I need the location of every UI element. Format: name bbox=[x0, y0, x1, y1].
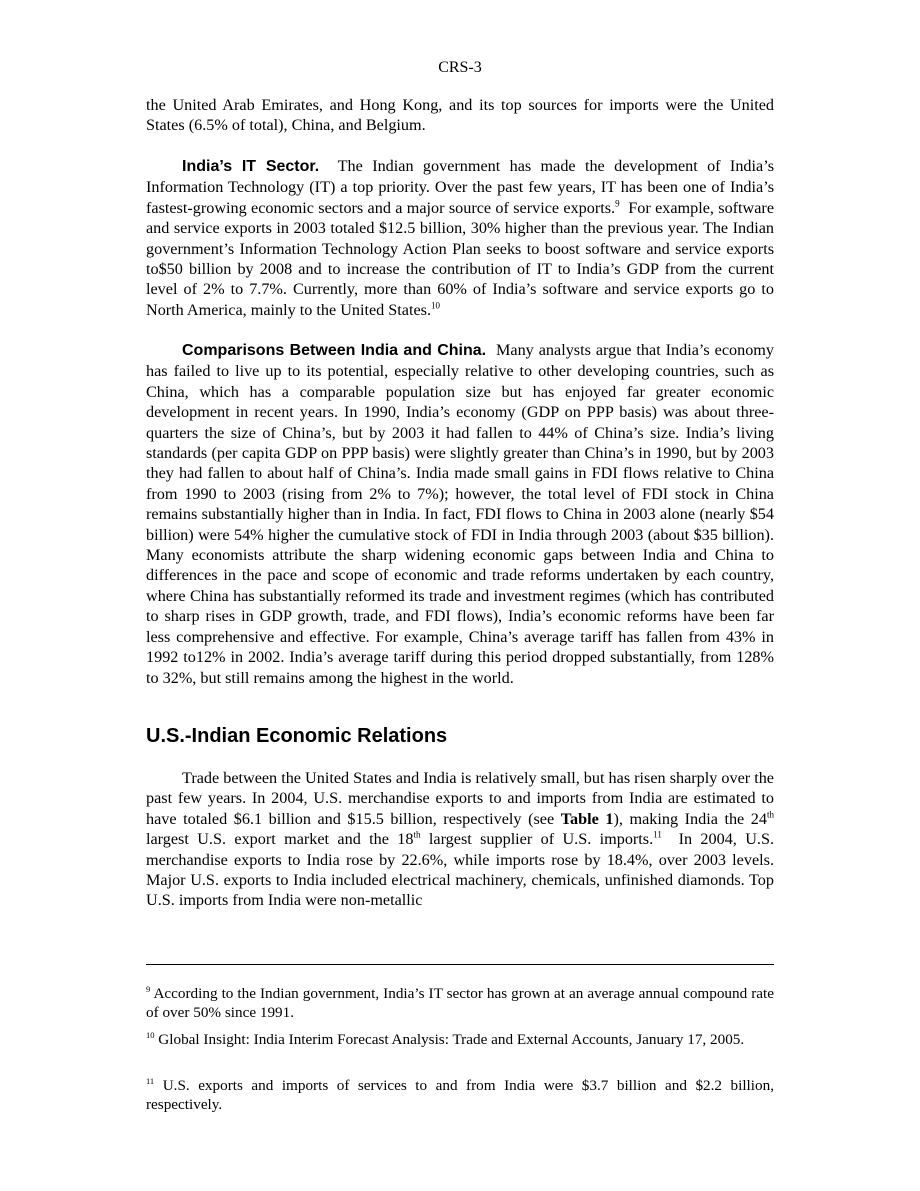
footnote-11 bbox=[146, 1076, 774, 1114]
ordinal-suffix: th bbox=[413, 829, 421, 840]
trade-text-4: largest supplier of U.S. imports. bbox=[420, 830, 654, 849]
footnote-text: According to the Indian government, India’s IT sector has grown at an average annual compound rate of over 50% since 1991. bbox=[146, 985, 774, 1021]
footnote-10 bbox=[146, 1030, 774, 1049]
trade-paragraph bbox=[146, 768, 774, 911]
it-sector-paragraph bbox=[146, 156, 774, 320]
ordinal-suffix: th bbox=[766, 809, 774, 820]
footnote-number: 10 bbox=[146, 1029, 155, 1040]
it-sector-text-1: The Indian government has made the development of India’s Information Technology (IT) a top priority. Over the past few years, IT has been one of India’s fastest-growing economic sectors and a major source of service exports. bbox=[146, 157, 774, 217]
footnote-number: 11 bbox=[146, 1075, 155, 1086]
comparisons-text: Many analysts argue that India’s economy has failed to live up to its potential, especially relative to other developing countries, such as China, which has a comparable population size but has enjoyed far greater economic development in recent years. In 1990, India’s economy (GDP on PPP basis) was about three-quarters the size of China’s, but by 2003 it had fallen to 44% of China’s size. India’s living standards (per capita GDP on PPP basis) were slightly greater than China’s in 1990, but by 2003 they had fallen to about half of China’s. India made small gains in FDI flows relative to China from 1990 to 2003 (rising from 2% to 7%); however, the total level of FDI stock in China remains substantially higher than in India. In fact, FDI flows to China in 2003 alone (nearly $54 billion) were 54% higher the cumulative stock of FDI in India through 2003 (about $35 billion). Many economists attribute the sharp widening economic gaps between India and China to differences in the pace and scope of economic and trade reforms undertaken by each country, where China has substantially reformed its trade and investment regimes (which has contributed to sharp rises in GDP growth, trade, and FDI flows), India’s economic reforms have been far less comprehensive and effective. For example, China’s average tariff has fallen from 43% in 1992 to12% in 2002. India’s average tariff during this period dropped substantially, from 128% to 32%, but still remains among the highest in the world. bbox=[146, 341, 774, 687]
trade-text-5: In 2004, U.S. merchandise exports to India rose by 22.6%, while imports rose by 18.4%, over 2003 levels. Major U.S. exports to India included electrical machinery, chemicals, unfinished diamonds. Top U.S. imports from India were non-metallic bbox=[146, 830, 775, 910]
page-number: CRS-3 bbox=[438, 59, 482, 76]
footnote-9 bbox=[146, 984, 774, 1022]
it-sector-heading: India’s IT Sector. bbox=[182, 158, 320, 175]
trade-text-3: largest U.S. export market and the 18 bbox=[146, 830, 414, 849]
continued-paragraph bbox=[146, 95, 774, 136]
footnote-ref-11[interactable]: 11 bbox=[653, 829, 662, 840]
footnote-text: U.S. exports and imports of services to and from India were $3.7 billion and $2.2 billion, respectively. bbox=[146, 1077, 774, 1113]
footnote-ref-10[interactable]: 10 bbox=[431, 300, 441, 311]
footnote-ref-9[interactable]: 9 bbox=[615, 198, 620, 209]
trade-text-2: ), making India the 24 bbox=[613, 809, 767, 828]
it-sector-text-2: For example, software and service exports in 2003 totaled $12.5 billion, 30% higher than the previous year. The Indian government’s Information Technology Action Plan seeks to boost software and service exports to$50 billion by 2008 and to increase the contribution of IT to India’s GDP from the current level of 2% to 7.7%. Currently, more than 60% of India’s software and service exports go to North America, mainly to the United States. bbox=[146, 198, 774, 319]
comparisons-paragraph bbox=[146, 340, 774, 688]
trade-text-1: Trade between the United States and India is relatively small, but has risen sharply over the past few years. In 2004, U.S. merchandise exports to and imports from India are estimated to have totaled $6.1 billion and $15.5 billion, respectively (see bbox=[146, 769, 774, 828]
footnote-text: Global Insight: India Interim Forecast Analysis: Trade and External Accounts, January 17, 2005. bbox=[158, 1031, 745, 1048]
footnote-number: 9 bbox=[146, 983, 151, 994]
footnote-divider bbox=[146, 964, 774, 965]
table-1-reference[interactable]: Table 1 bbox=[560, 809, 614, 828]
section-title: U.S.-Indian Economic Relations bbox=[146, 725, 448, 747]
continued-paragraph-text: the United Arab Emirates, and Hong Kong, and its top sources for imports were the United States (6.5% of total), China, and Belgium. bbox=[146, 96, 774, 135]
comparisons-heading: Comparisons Between India and China. bbox=[182, 342, 487, 359]
